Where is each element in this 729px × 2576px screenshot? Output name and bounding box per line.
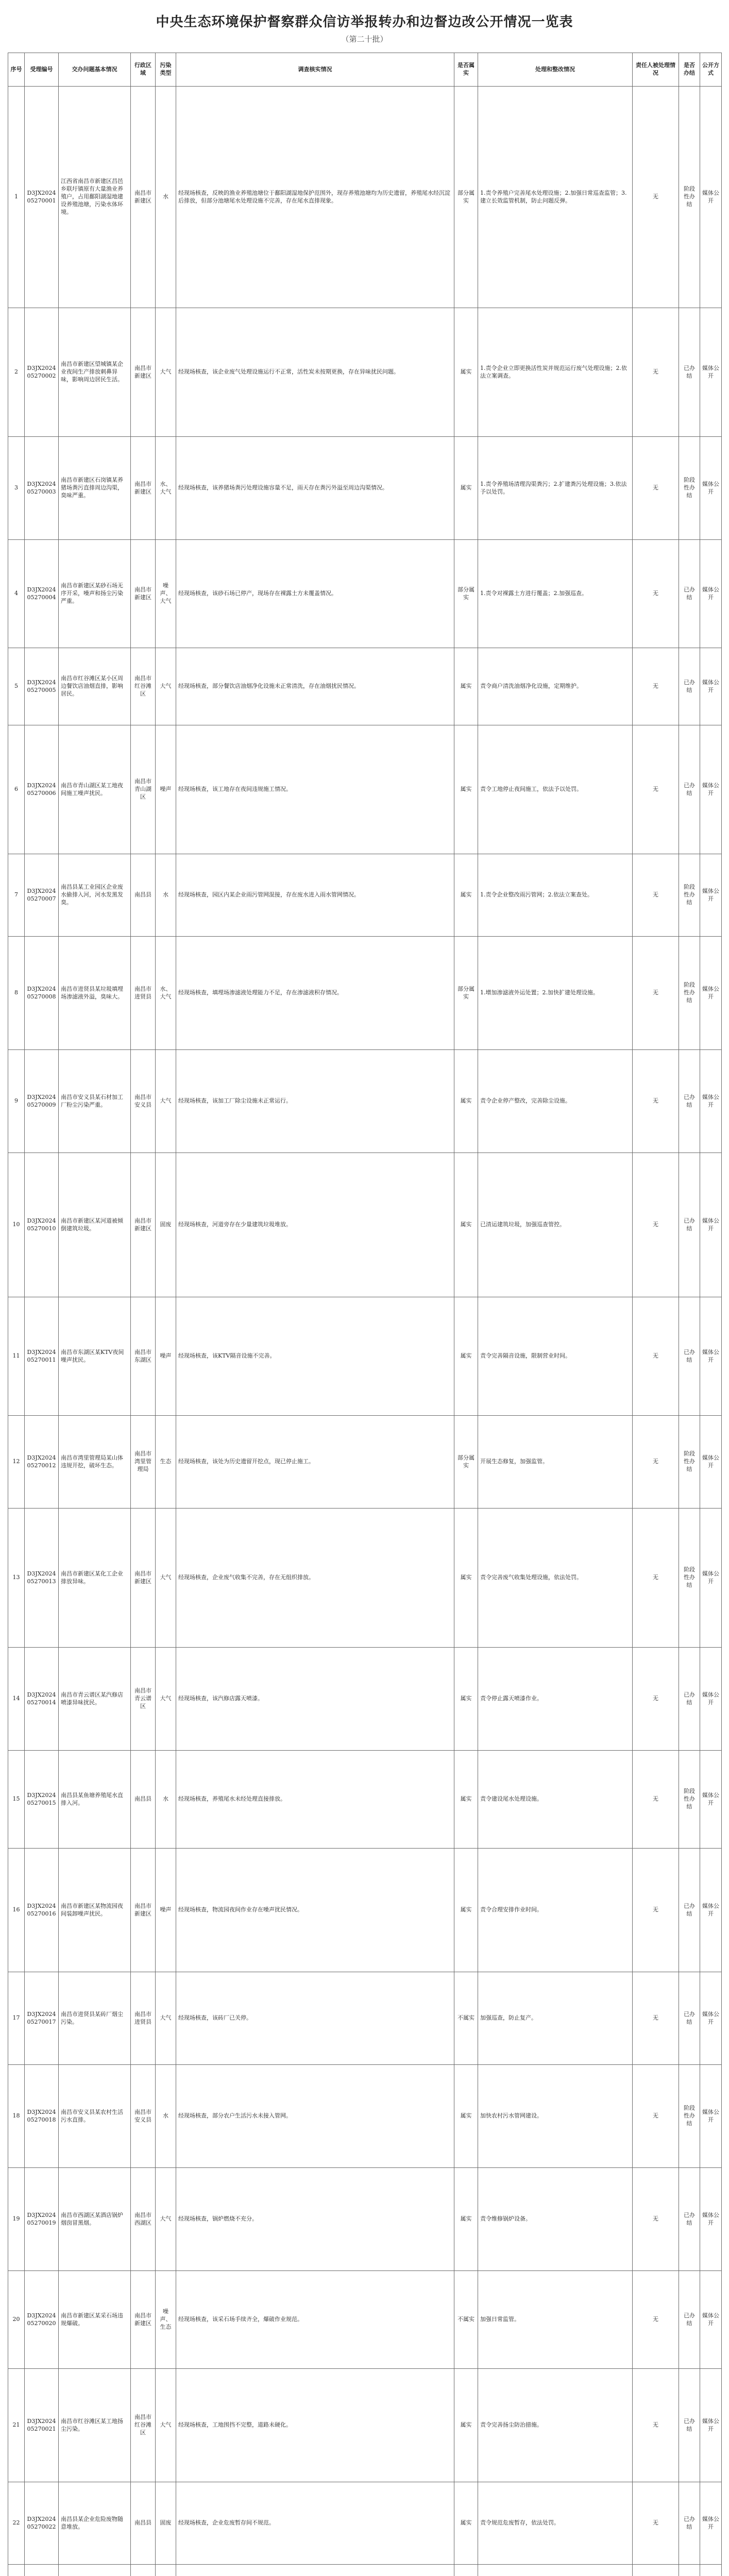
publish-method: 媒体公开 [700,1050,722,1153]
table-row [8,1297,722,1416]
table-row [8,937,722,1050]
handling-result: 开展生态修复，加强监管。 [478,1416,633,1509]
responsible-person: 无 [633,1509,679,1648]
handling-result: 责令企业停产整改，完善除尘设施。 [478,1050,633,1153]
issue-summary: 南昌市新建区某采石场违规爆破。 [59,2271,131,2369]
case-id: D3JX202405270001 [25,87,59,308]
row-number: 18 [8,2065,25,2168]
pollution-type: 水 [156,1751,176,1849]
investigation-finding: 经现场核查，部分餐饮店油烟净化设施未正常清洗，存在油烟扰民情况。 [176,648,454,725]
pollution-type: 水、大气 [156,937,176,1050]
issue-summary: 南昌市青云谱区某汽修店喷漆异味扰民。 [59,1648,131,1751]
investigation-finding: 经现场核查，部分农户生活污水未接入管网。 [176,2065,454,2168]
is-true [454,2565,478,2576]
responsible-person: 无 [633,1416,679,1509]
row-number [8,2565,25,2576]
row-number: 9 [8,1050,25,1153]
row-number: 22 [8,2482,25,2565]
publish-method [700,2565,722,2576]
issue-summary: 南昌市青山湖区某工地夜间施工噪声扰民。 [59,725,131,854]
pollution-type: 大气 [156,648,176,725]
responsible-person: 无 [633,2369,679,2482]
region: 南昌市安义县 [131,1050,156,1153]
is-true: 不属实 [454,2271,478,2369]
handling-result: 1.责令对裸露土方进行覆盖；2.加强巡查。 [478,540,633,648]
row-number: 7 [8,854,25,937]
publish-method: 媒体公开 [700,1416,722,1509]
pollution-type: 大气 [156,308,176,437]
case-id: D3JX202405270019 [25,2168,59,2271]
publish-method: 媒体公开 [700,2369,722,2482]
is-closed: 阶段性办结 [679,937,700,1050]
investigation-finding: 经现场核查，填埋场渗滤液处理能力不足，存在渗滤液积存情况。 [176,937,454,1050]
responsible-person: 无 [633,1751,679,1849]
publish-method: 媒体公开 [700,540,722,648]
table-row [8,1972,722,2065]
case-id: D3JX202405270018 [25,2065,59,2168]
publish-method: 媒体公开 [700,1972,722,2065]
publish-method: 媒体公开 [700,87,722,308]
pollution-type: 大气 [156,1972,176,2065]
is-closed: 已办结 [679,1972,700,2065]
pollution-type: 生态 [156,1416,176,1509]
investigation-finding: 经现场核查，该砂石场已停产，现场存在裸露土方未覆盖情况。 [176,540,454,648]
region: 南昌市进贤县 [131,937,156,1050]
handling-result: 1.责令企业立即更换活性炭并规范运行废气处理设施；2.依法立案调查。 [478,308,633,437]
is-true: 部分属实 [454,87,478,308]
is-closed: 阶段性办结 [679,87,700,308]
is-closed: 已办结 [679,1849,700,1972]
issue-summary: 南昌市新建区某化工企业排放异味。 [59,1509,131,1648]
region [131,2565,156,2576]
case-id: D3JX202405270004 [25,540,59,648]
is-closed: 已办结 [679,725,700,854]
handling-result: 加快农村污水管网建设。 [478,2065,633,2168]
is-closed [679,2565,700,2576]
responsible-person: 无 [633,1050,679,1153]
investigation-finding: 经现场核查，该处为历史遗留开挖点，现已停止施工。 [176,1416,454,1509]
row-number: 5 [8,648,25,725]
responsible-person: 无 [633,1153,679,1297]
table-row [8,308,722,437]
handling-result: 加强日常监管。 [478,2271,633,2369]
issue-summary: 南昌市新建区石岗镇某养猪场粪污直排周边沟渠，臭味严重。 [59,437,131,540]
is-true: 属实 [454,1751,478,1849]
col-header: 是否属实 [454,53,478,87]
investigation-finding: 经现场核查，该企业废气处理设施运行不正常，活性炭未按期更换，存在异味扰民问题。 [176,308,454,437]
is-true: 不属实 [454,1972,478,2065]
table-row [8,1648,722,1751]
responsible-person [633,2565,679,2576]
row-number: 17 [8,1972,25,2065]
row-number: 3 [8,437,25,540]
case-id: D3JX202405270022 [25,2482,59,2565]
issue-summary: 江西省南昌市新建区昌邑乡联圩镇原有大量渔业养殖户，占用鄱阳湖湿地建设养殖池塘，污染水体环境。 [59,87,131,308]
table-row [8,2369,722,2482]
table-row [8,854,722,937]
publish-method: 媒体公开 [700,2271,722,2369]
issue-summary: 南昌县某鱼塘养殖尾水直排入河。 [59,1751,131,1849]
col-header: 是否办结 [679,53,700,87]
case-id: D3JX202405270009 [25,1050,59,1153]
issue-summary [59,2565,131,2576]
is-closed: 已办结 [679,1153,700,1297]
row-number: 6 [8,725,25,854]
is-true: 属实 [454,1648,478,1751]
publish-method: 媒体公开 [700,2168,722,2271]
case-id: D3JX202405270014 [25,1648,59,1751]
row-number: 21 [8,2369,25,2482]
pollution-type: 噪声、生态 [156,2271,176,2369]
pollution-type: 大气 [156,2369,176,2482]
issue-summary: 南昌市安义县某石材加工厂粉尘污染严重。 [59,1050,131,1153]
is-closed: 已办结 [679,2369,700,2482]
col-header: 处理和整改情况 [478,53,633,87]
publish-method: 媒体公开 [700,1153,722,1297]
issue-summary: 南昌市新建区某砂石场无序开采，噪声和扬尘污染严重。 [59,540,131,648]
is-true: 属实 [454,854,478,937]
handling-result: 责令合理安排作业时间。 [478,1849,633,1972]
is-true: 属实 [454,1509,478,1648]
issue-summary: 南昌市新建区某河道被倾倒建筑垃圾。 [59,1153,131,1297]
region: 南昌市新建区 [131,2271,156,2369]
is-closed: 已办结 [679,1297,700,1416]
investigation-finding: 经现场核查，该汽修店露天喷漆。 [176,1648,454,1751]
pollution-type: 噪声 [156,1297,176,1416]
publish-method: 媒体公开 [700,1751,722,1849]
col-header: 受理编号 [25,53,59,87]
issue-summary: 南昌市安义县某农村生活污水直排。 [59,2065,131,2168]
investigation-finding: 经现场核查，企业危废暂存间不规范。 [176,2482,454,2565]
row-number: 4 [8,540,25,648]
issue-summary: 南昌市进贤县某垃圾填埋场渗滤液外溢，臭味大。 [59,937,131,1050]
case-id: D3JX202405270020 [25,2271,59,2369]
region: 南昌市湾里管理局 [131,1416,156,1509]
table-header-row [8,53,722,87]
investigation-finding: 经现场核查，该砖厂已关停。 [176,1972,454,2065]
investigation-finding: 经现场核查，该养猪场粪污处理设施容量不足，雨天存在粪污外溢至周边沟渠情况。 [176,437,454,540]
pollution-type: 噪声、大气 [156,540,176,648]
is-closed: 已办结 [679,2168,700,2271]
is-true: 属实 [454,308,478,437]
region: 南昌市新建区 [131,87,156,308]
handling-result: 1.责令养殖户完善尾水处理设施；2.加强日常巡查监管；3.建立长效监管机制，防止问题反弹。 [478,87,633,308]
issue-summary: 南昌市进贤县某砖厂烟尘污染。 [59,1972,131,2065]
responsible-person: 无 [633,2271,679,2369]
responsible-person: 无 [633,2065,679,2168]
pollution-type [156,2565,176,2576]
issue-summary: 南昌市新建区望城镇某企业夜间生产排放刺鼻异味，影响周边居民生活。 [59,308,131,437]
investigation-finding: 经现场核查，河道旁存在少量建筑垃圾堆放。 [176,1153,454,1297]
case-id: D3JX202405270013 [25,1509,59,1648]
issue-summary: 南昌市西湖区某酒店锅炉烟囱冒黑烟。 [59,2168,131,2271]
is-true: 属实 [454,648,478,725]
is-closed: 阶段性办结 [679,1751,700,1849]
responsible-person: 无 [633,648,679,725]
investigation-finding: 经现场核查，企业废气收集不完善，存在无组织排放。 [176,1509,454,1648]
is-true: 属实 [454,1050,478,1153]
issue-summary: 南昌市红谷滩区某工地扬尘污染。 [59,2369,131,2482]
table-row [8,1416,722,1509]
region: 南昌市新建区 [131,308,156,437]
table-row [8,2565,722,2576]
is-closed: 已办结 [679,2271,700,2369]
case-id: D3JX202405270010 [25,1153,59,1297]
publish-method: 媒体公开 [700,1297,722,1416]
pollution-type: 水 [156,87,176,308]
responsible-person: 无 [633,2168,679,2271]
case-id: D3JX202405270017 [25,1972,59,2065]
region: 南昌市进贤县 [131,1972,156,2065]
page-title: 中央生态环境保护督察群众信访举报转办和边督边改公开情况一览表 [156,14,573,30]
handling-result: 加强巡查，防止复产。 [478,1972,633,2065]
table-row [8,1509,722,1648]
table-row [8,437,722,540]
is-closed: 阶段性办结 [679,1509,700,1648]
row-number: 19 [8,2168,25,2271]
pollution-type: 大气 [156,1050,176,1153]
investigation-finding: 经现场核查，该工地存在夜间违规施工情况。 [176,725,454,854]
responsible-person: 无 [633,87,679,308]
pollution-type: 水 [156,854,176,937]
is-closed: 已办结 [679,1648,700,1751]
publish-method: 媒体公开 [700,2065,722,2168]
region: 南昌市新建区 [131,540,156,648]
page-subtitle: （第二十批） [341,35,388,44]
region: 南昌市青山湖区 [131,725,156,854]
pollution-type: 噪声 [156,725,176,854]
case-id: D3JX202405270015 [25,1751,59,1849]
responsible-person: 无 [633,437,679,540]
col-header: 责任人被处理情况 [633,53,679,87]
handling-result: 已清运建筑垃圾，加强巡查管控。 [478,1153,633,1297]
handling-result: 责令完善隔音设施，限制营业时间。 [478,1297,633,1416]
row-number: 10 [8,1153,25,1297]
row-number: 13 [8,1509,25,1648]
publish-method: 媒体公开 [700,437,722,540]
pollution-type: 水 [156,2065,176,2168]
investigation-finding: 经现场核查，锅炉燃烧不充分。 [176,2168,454,2271]
responsible-person: 无 [633,725,679,854]
responsible-person: 无 [633,1648,679,1751]
publish-method: 媒体公开 [700,1648,722,1751]
is-true: 属实 [454,437,478,540]
col-header: 污染类型 [156,53,176,87]
table-row [8,1751,722,1849]
pollution-type: 大气 [156,2168,176,2271]
table-row [8,648,722,725]
row-number: 1 [8,87,25,308]
region: 南昌市红谷滩区 [131,2369,156,2482]
publish-method: 媒体公开 [700,648,722,725]
pollution-type: 大气 [156,1648,176,1751]
row-number: 12 [8,1416,25,1509]
table-row [8,2065,722,2168]
case-id: D3JX202405270007 [25,854,59,937]
case-id: D3JX202405270003 [25,437,59,540]
is-closed: 阶段性办结 [679,1416,700,1509]
is-true: 属实 [454,2065,478,2168]
is-true: 属实 [454,2369,478,2482]
handling-result [478,2565,633,2576]
investigation-finding: 经现场核查，园区内某企业雨污管网混接，存在废水进入雨水管网情况。 [176,854,454,937]
region: 南昌市新建区 [131,1153,156,1297]
is-true: 部分属实 [454,540,478,648]
table-row [8,2271,722,2369]
case-id: D3JX202405270008 [25,937,59,1050]
is-closed: 已办结 [679,308,700,437]
region: 南昌县 [131,1751,156,1849]
table-row [8,540,722,648]
pollution-type: 固废 [156,2482,176,2565]
table-row [8,2482,722,2565]
region: 南昌市新建区 [131,437,156,540]
is-true: 属实 [454,2482,478,2565]
handling-result: 责令工地停止夜间施工，依法予以处罚。 [478,725,633,854]
col-header: 行政区域 [131,53,156,87]
investigation-finding: 经现场核查，工地围挡不完整，道路未硬化。 [176,2369,454,2482]
handling-result: 1.责令企业整改雨污管网；2.依法立案查处。 [478,854,633,937]
is-true: 部分属实 [454,937,478,1050]
col-header: 公开方式 [700,53,722,87]
handling-result: 责令建设尾水处理设施。 [478,1751,633,1849]
region: 南昌市东湖区 [131,1297,156,1416]
publish-method: 媒体公开 [700,1509,722,1648]
region: 南昌市红谷滩区 [131,648,156,725]
publish-method: 媒体公开 [700,2482,722,2565]
is-true: 属实 [454,1297,478,1416]
is-closed: 已办结 [679,1050,700,1153]
case-id: D3JX202405270011 [25,1297,59,1416]
is-closed: 阶段性办结 [679,2065,700,2168]
publish-method: 媒体公开 [700,854,722,937]
table-row [8,87,722,308]
case-id: D3JX202405270006 [25,725,59,854]
issue-summary: 南昌市新建区某物流园夜间装卸噪声扰民。 [59,1849,131,1972]
handling-result: 1.责令养殖场清理沟渠粪污；2.扩建粪污处理设施；3.依法予以处罚。 [478,437,633,540]
responsible-person: 无 [633,937,679,1050]
pollution-type: 固废 [156,1153,176,1297]
row-number: 16 [8,1849,25,1972]
region: 南昌县 [131,854,156,937]
is-closed: 已办结 [679,540,700,648]
investigation-finding: 经现场核查，养殖尾水未经处理直接排放。 [176,1751,454,1849]
pollution-type: 噪声 [156,1849,176,1972]
case-id: D3JX202405270021 [25,2369,59,2482]
publish-method: 媒体公开 [700,308,722,437]
row-number: 15 [8,1751,25,1849]
issue-summary: 南昌县某企业危险废物随意堆放。 [59,2482,131,2565]
case-id: D3JX202405270016 [25,1849,59,1972]
handling-result: 责令维修锅炉设备。 [478,2168,633,2271]
region: 南昌市西湖区 [131,2168,156,2271]
case-id: D3JX202405270005 [25,648,59,725]
region: 南昌市青云谱区 [131,1648,156,1751]
responsible-person: 无 [633,1849,679,1972]
is-closed: 已办结 [679,2482,700,2565]
is-true: 属实 [454,1849,478,1972]
handling-result: 1.增加渗滤液外运处置；2.加快扩建处理设施。 [478,937,633,1050]
responsible-person: 无 [633,1972,679,2065]
investigation-finding: 经现场核查，反映的渔业养殖池塘位于鄱阳湖湿地保护范围外，现存养殖池塘均为历史遗留，养殖尾水经沉淀后排放，但部分池塘尾水处理设施不完善，存在尾水直排现象。 [176,87,454,308]
investigation-finding: 经现场核查，该采石场手续齐全，爆破作业规范。 [176,2271,454,2369]
table-row [8,725,722,854]
row-number: 2 [8,308,25,437]
report-table [8,53,722,2576]
region: 南昌市安义县 [131,2065,156,2168]
issue-summary: 南昌市红谷滩区某小区周边餐饮店油烟直排，影响居民。 [59,648,131,725]
is-true: 属实 [454,1153,478,1297]
responsible-person: 无 [633,1297,679,1416]
region: 南昌市新建区 [131,1849,156,1972]
row-number: 20 [8,2271,25,2369]
col-header: 调查核实情况 [176,53,454,87]
investigation-finding: 经现场核查，该加工厂除尘设施未正常运行。 [176,1050,454,1153]
responsible-person: 无 [633,308,679,437]
col-header: 序号 [8,53,25,87]
region: 南昌县 [131,2482,156,2565]
pollution-type: 水、大气 [156,437,176,540]
handling-result: 责令完善扬尘防治措施。 [478,2369,633,2482]
investigation-finding: 经现场核查，物流园夜间作业存在噪声扰民情况。 [176,1849,454,1972]
is-closed: 阶段性办结 [679,854,700,937]
pollution-type: 大气 [156,1509,176,1648]
publish-method: 媒体公开 [700,1849,722,1972]
is-closed: 已办结 [679,648,700,725]
issue-summary: 南昌市湾里管理局某山体违规开挖，破坏生态。 [59,1416,131,1509]
row-number: 11 [8,1297,25,1416]
issue-summary: 南昌市东湖区某KTV夜间噪声扰民。 [59,1297,131,1416]
responsible-person: 无 [633,540,679,648]
handling-result: 责令商户清洗油烟净化设施，定期维护。 [478,648,633,725]
issue-summary: 南昌县某工业园区企业废水偷排入河，河水发黑发臭。 [59,854,131,937]
col-header: 交办问题基本情况 [59,53,131,87]
handling-result: 责令停止露天喷漆作业。 [478,1648,633,1751]
case-id [25,2565,59,2576]
table-row [8,1050,722,1153]
investigation-finding [176,2565,454,2576]
is-true: 部分属实 [454,1416,478,1509]
case-id: D3JX202405270012 [25,1416,59,1509]
handling-result: 责令完善废气收集处理设施，依法处罚。 [478,1509,633,1648]
investigation-finding: 经现场核查，该KTV隔音设施不完善。 [176,1297,454,1416]
publish-method: 媒体公开 [700,937,722,1050]
publish-method: 媒体公开 [700,725,722,854]
table-row [8,1849,722,1972]
region: 南昌市新建区 [131,1509,156,1648]
table-row [8,2168,722,2271]
row-number: 8 [8,937,25,1050]
case-id: D3JX202405270002 [25,308,59,437]
responsible-person: 无 [633,2482,679,2565]
handling-result: 责令规范危废暂存，依法处罚。 [478,2482,633,2565]
table-row [8,1153,722,1297]
is-true: 属实 [454,725,478,854]
is-true: 属实 [454,2168,478,2271]
row-number: 14 [8,1648,25,1751]
is-closed: 阶段性办结 [679,437,700,540]
responsible-person: 无 [633,854,679,937]
